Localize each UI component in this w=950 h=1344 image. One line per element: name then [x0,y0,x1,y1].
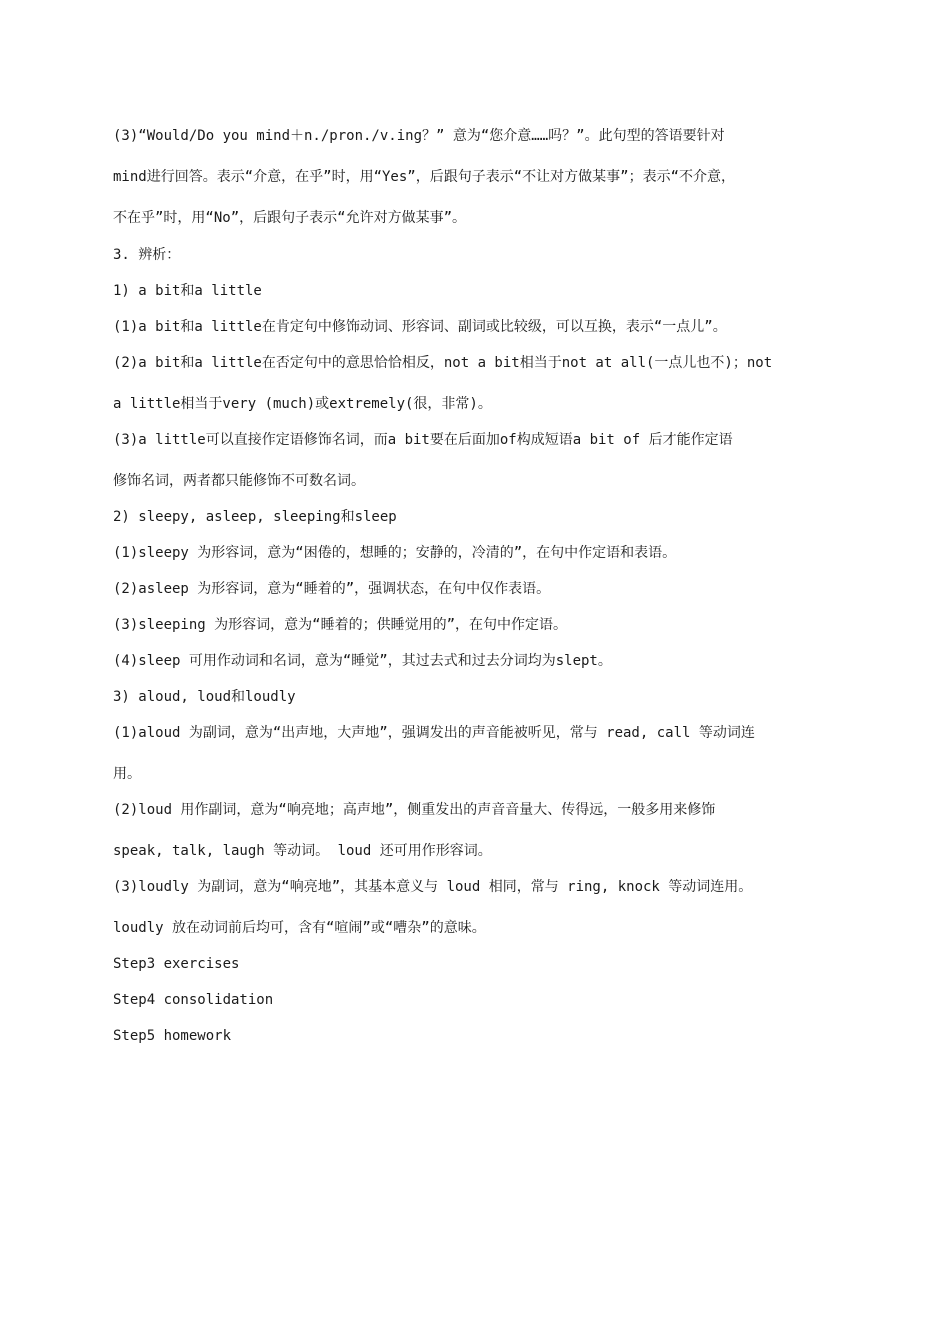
text-line: (3)loudly 为副词，意为“响亮地”，其基本意义与 loud 相同，常与 ring, knock 等动词连用。 [113,879,753,895]
text-line: a little相当于very (much)或extremely(很，非常)。 [113,396,492,412]
text-line: (4)sleep 可用作动词和名词，意为“睡觉”，其过去式和过去分词均为slept。 [113,653,612,669]
text-line: (3)a little可以直接作定语修饰名词，而a bit要在后面加of构成短语a bit of 后才能作定语 [113,432,733,448]
text-line: (2)asleep 为形容词，意为“睡着的”，强调状态，在句中仅作表语。 [113,581,551,597]
text-line: (2)a bit和a little在否定句中的意思恰恰相反，not a bit相当于not at all(一点儿也不)；not [113,355,773,371]
text-line: (1)aloud 为副词，意为“出声地，大声地”，强调发出的声音能被听见，常与 read, call 等动词连 [113,725,755,741]
section-heading: 3. 辨析： [113,247,181,263]
text-line: 修饰名词，两者都只能修饰不可数名词。 [113,473,365,489]
text-line: loudly 放在动词前后均可，含有“喧闹”或“嘈杂”的意味。 [113,920,486,936]
step-line: Step3 exercises [113,956,240,972]
step-line: Step5 homework [113,1028,232,1044]
subsection-heading: 3) aloud, loud和loudly [113,689,296,705]
subsection-heading: 2) sleepy, asleep, sleeping和sleep [113,509,397,525]
text-line: speak, talk, laugh 等动词。 loud 还可用作形容词。 [113,843,492,859]
text-line: (1)sleepy 为形容词，意为“困倦的，想睡的；安静的，冷清的”，在句中作定语和表语。 [113,545,677,561]
subsection-heading: 1) a bit和a little [113,283,262,299]
text-line: 不在乎”时，用“No”，后跟句子表示“允许对方做某事”。 [113,210,466,226]
text-line: (1)a bit和a little在肯定句中修饰动词、形容词、副词或比较级，可以互换，表示“一点儿”。 [113,319,727,335]
text-line: (3)“Would/Do you mind＋n./pron./v.ing？” 意为“您介意……吗？”。此句型的答语要针对 [113,128,725,144]
text-line: (2)loud 用作副词，意为“响亮地；高声地”，侧重发出的声音音量大、传得远，一般多用来修饰 [113,802,716,818]
text-line: (3)sleeping 为形容词，意为“睡着的；供睡觉用的”，在句中作定语。 [113,617,568,633]
text-line: 用。 [113,766,141,782]
text-line: mind进行回答。表示“介意，在乎”时，用“Yes”，后跟句子表示“不让对方做某事”；表示“不介意， [113,169,735,185]
step-line: Step4 consolidation [113,992,274,1008]
